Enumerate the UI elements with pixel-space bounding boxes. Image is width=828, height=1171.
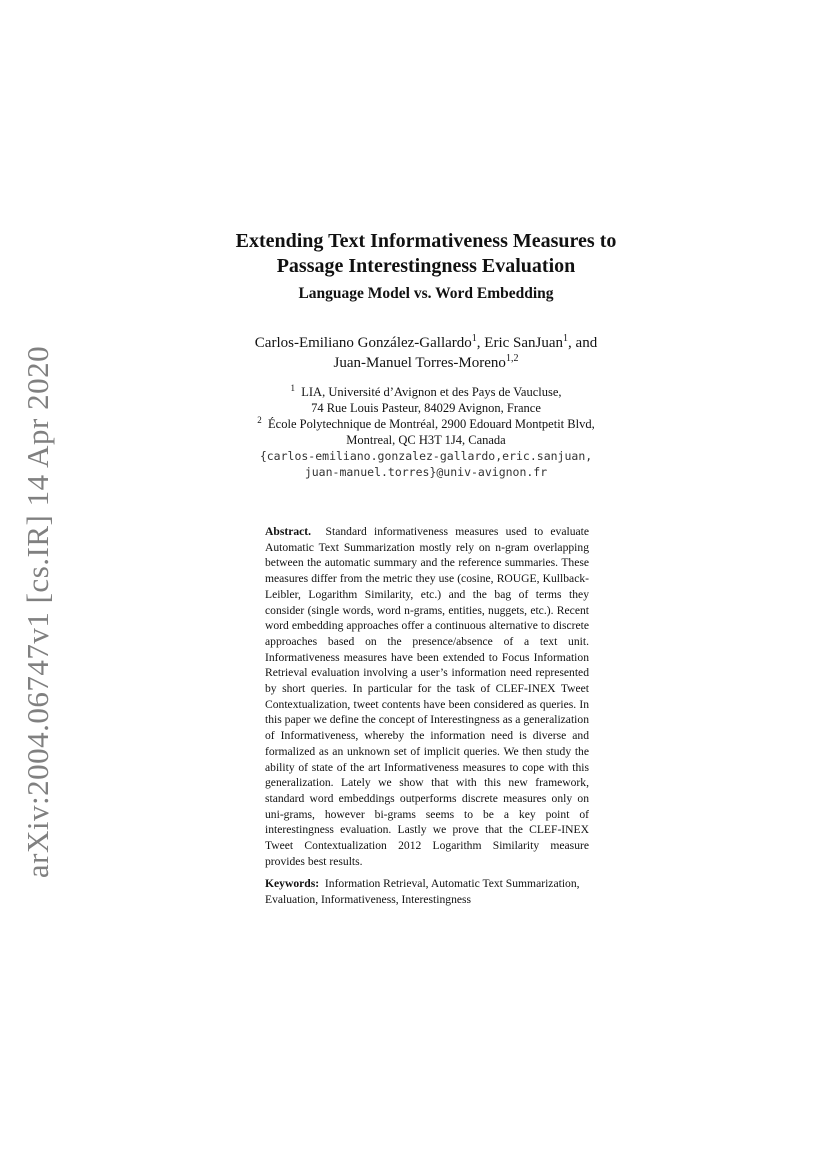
paper-subtitle: Language Model vs. Word Embedding — [298, 285, 554, 302]
title-line-2: Passage Interestingness Evaluation — [276, 255, 576, 277]
author-separator: , — [476, 335, 485, 351]
author-name: Juan-Manuel Torres-Moreno — [333, 355, 506, 371]
author-name: Carlos-Emiliano González-Gallardo — [254, 335, 472, 351]
author-line-2 — [200, 353, 652, 373]
author-affil-mark: 1,2 — [505, 353, 519, 364]
title-line-1: Extending Text Informativeness Measures to — [235, 230, 617, 252]
author-list — [200, 333, 652, 373]
author-line-1 — [200, 333, 652, 353]
abstract-text: Standard informativeness measures used to evaluate Automatic Text Summarization mostly rely on n-gram overlapping between the automatic summary and the reference summaries. These measures differ from the metric they use (cosine, ROUGE, Kullback-Leibler, Logarithm Similarity, etc.) and the bag of terms they consider (single words, word n-grams, entities, nuggets, etc.). Recent word embedding approaches offer a continuous alternative to discrete approaches based on the presence/absence of a text unit. Informativeness measures have been extended to Focus Information Retrieval evaluation involving a user’s information need represented by short queries. In particular for the task of CLEF-INEX Tweet Contextualization, tweet contents have been considered as queries. In this paper we define the concept of Interestingness as a generalization of Informativeness, whereby the information need is diverse and formalized as an unknown set of implicit queries. We then study the ability of state of the art Informativeness measures to cope with this generalization. Lately we show that with this new framework, standard word embeddings outperforms discrete measures only on uni-grams, however bi-grams seems to be a key point of interestingness evaluation. Lastly we prove that the CLEF-INEX Tweet Contextualization 2012 Logarithm Similarity measure provides best results. — [265, 525, 589, 868]
affiliation-1-line-2: 74 Rue Louis Pasteur, 84029 Avignon, France — [311, 401, 541, 415]
author-name: Eric SanJuan — [484, 335, 564, 351]
author-affil-mark: 1 — [563, 333, 569, 344]
abstract-label: Abstract. — [265, 525, 312, 538]
author-separator: , and — [568, 335, 598, 351]
affiliations — [200, 384, 652, 480]
affiliation-mark: 2 — [257, 415, 262, 425]
affiliation-text: LIA, Université d’Avignon et des Pays de Vaucluse, — [301, 385, 562, 399]
arxiv-identifier: arXiv:2004.06747v1 [cs.IR] 14 Apr 2020 — [20, 345, 55, 879]
abstract — [265, 524, 589, 869]
affiliation-text: École Polytechnique de Montréal, 2900 Edouard Montpetit Blvd, — [268, 417, 595, 431]
affiliation-2-line-2: Montreal, QC H3T 1J4, Canada — [346, 433, 506, 447]
keywords-text: Information Retrieval, Automatic Text Summarization, Evaluation, Informativeness, Interestingness — [265, 877, 580, 906]
author-affil-mark: 1 — [471, 333, 477, 344]
arxiv-stamp — [0, 0, 55, 879]
affiliation-1-line-1 — [200, 384, 652, 400]
affiliation-2-line-1 — [200, 416, 652, 432]
email-line-1: {carlos-emiliano.gonzalez-gallardo,eric.sanjuan, — [259, 449, 593, 463]
email-line-2: juan-manuel.torres}@univ-avignon.fr — [304, 465, 548, 479]
affiliation-mark: 1 — [290, 383, 295, 393]
keywords-label: Keywords: — [265, 877, 320, 890]
keywords — [265, 876, 591, 907]
paper-title — [200, 229, 652, 279]
